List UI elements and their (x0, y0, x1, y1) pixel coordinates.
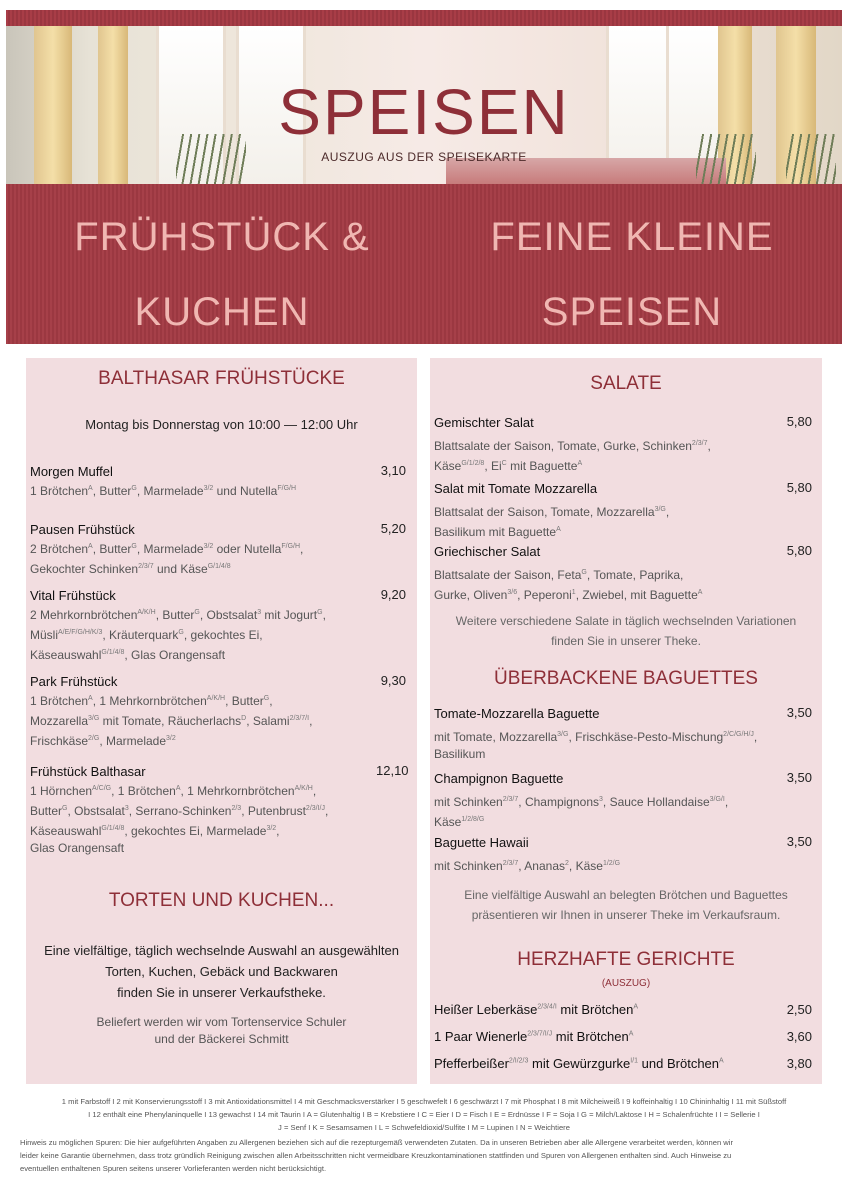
section-title-herzhaft: HERZHAFTE GERICHTE (517, 949, 735, 970)
menu-item (30, 521, 370, 578)
allergen-hint (20, 1136, 828, 1175)
left-panel (26, 358, 417, 1084)
menu-item (434, 705, 774, 763)
menu-item-description: mit Tomate, Mozzarella$^{3/G}$, Frischkäse-Pesto-Mischung$^{2/C/G/H/J}$, Basilikum (434, 730, 758, 761)
menu-item: Heißer Leberkäse$^{2/3/4/I}$ mit Brötchen$^A$ (434, 1002, 639, 1017)
menu-item-price: 9,20 (380, 587, 406, 602)
text-line: 1 mit Farbstoff I 2 mit Konservierungsstoff I 3 mit Antioxidationsmittel I 4 mit Geschmacksverstärker I 5 geschwefelt I 6 geschwärzt I 7 mit Phosphat I 8 mit Milcheiweiß I 9 koffeinhaltig I 10 Chininhaltig I 11 mit Süßstoff (61, 1097, 787, 1106)
menu-item-name: Tomate-Mozzarella Baguette (434, 706, 600, 721)
menu-item (30, 673, 370, 750)
menu-item-price: 5,80 (786, 414, 812, 429)
menu-item-price: 3,50 (786, 834, 812, 849)
section-title-fruehstuecke: BALTHASAR FRÜHSTÜCKE (98, 368, 345, 389)
text-line: leider keine Garantie übernehmen, dass trotz gründlich Reinigung zwischen allen Arbeitsschritten nicht vermeidbare Kreuzkontaminationen stattfinden und Spuren von Allergenen enthalten sind. Auch Hinweise zu (20, 1151, 732, 1160)
category-banner (6, 184, 842, 344)
menu-item-name: Griechischer Salat (434, 544, 541, 559)
menu-item-name: Vital Frühstück (30, 588, 116, 603)
menu-item-price: 3,50 (786, 705, 812, 720)
menu-item-description: Blattsalat der Saison, Tomate, Mozzarella$^{3/G}$, Basilikum mit Baguette$^A$ (434, 505, 670, 539)
section-subtitle-auszug: (AUSZUG) (601, 978, 651, 989)
menu-item: 1 Paar Wienerle$^{2/3/7/I/J}$ mit Brötchen$^A$ (434, 1029, 634, 1044)
hero-header (6, 26, 842, 184)
menu-item (434, 834, 774, 875)
banner-left-line: KUCHEN (134, 290, 310, 334)
banner-right-line: FEINE KLEINE (490, 215, 774, 259)
text-line: Eine vielfältige, täglich wechselnde Auswahl an ausgewählten (44, 943, 399, 958)
menu-item: Pfefferbeißer$^{2/I/2/3}$ mit Gewürzgurke$^{I/1}$ und Brötchen$^A$ (434, 1056, 724, 1071)
text-line: finden Sie in unserer Verkaufstheke. (117, 985, 326, 1000)
menu-item-description: 2 Brötchen$^A$, Butter$^G$, Marmelade$^{3/2}$ oder Nutella$^{F/G/H}$, Gekochter Schinken$^{2/3/7}$ und Käse$^{G/1/4/8}$ (30, 542, 304, 576)
page-title: SPEISEN (278, 76, 570, 148)
top-stripe (6, 10, 842, 26)
opening-hours: Montag bis Donnerstag von 10:00 — 12:00 Uhr (85, 417, 358, 432)
menu-item-price: 3,80 (786, 1056, 812, 1071)
text-line: und der Bäckerei Schmitt (154, 1032, 289, 1046)
salad-note (430, 611, 822, 651)
text-line: J = Senf I K = Sesamsamen I L = Schwefeldioxid/Sulfite I M = Lupinen I N = Weichtiere (278, 1123, 570, 1132)
menu-item (30, 763, 370, 857)
torten-description (26, 940, 417, 1003)
menu-item-price: 3,50 (786, 770, 812, 785)
text-line: Hinweis zu möglichen Spuren: Die hier aufgeführten Angaben zu Allergenen beziehen sich auf die rezepturgemäß verwendeten Zutaten. Da in unseren Betrieben aber alle Allergene verarbeitet werden, können wir (20, 1138, 733, 1147)
menu-item (434, 480, 774, 541)
menu-item (434, 543, 774, 604)
menu-item-description: 2 Mehrkornbrötchen$^{A/K/H}$, Butter$^G$, Obstsalat$^3$ mit Jogurt$^G$, Müsli$^{A/E/F/G/H/K/3}$, Kräuterquark$^G$, gekochtes Ei, Käseauswahl$^{G/1/4/8}$, Glas Orangensaft (30, 608, 326, 662)
section-title-baguettes: ÜBERBACKENE BAGUETTES (494, 668, 758, 689)
page-subtitle: AUSZUG AUS DER SPEISEKARTE (321, 150, 527, 164)
banner-left-heading (22, 200, 422, 350)
section-title-salate: SALATE (590, 373, 662, 394)
menu-item-name: Pausen Frühstück (30, 522, 135, 537)
menu-item (434, 414, 774, 475)
text-line: Eine vielfältige Auswahl an belegten Brötchen und Baguettes (464, 888, 788, 902)
menu-item-description: 1 Hörnchen$^{A/C/G}$, 1 Brötchen$^A$, 1 Mehrkornbrötchen$^{A/K/H}$, Butter$^G$, Obstsalat$^3$, Serrano-Schinken$^{2/3}$, Putenbrust$^{2/3/I/J}$, Käseauswahl$^{G/1/4/8}$, gekochtes Ei, Marmelade$^{3/2}$, Glas Orangensaft (30, 784, 329, 855)
menu-item-name: Park Frühstück (30, 674, 118, 689)
menu-item-description: Blattsalate der Saison, Tomate, Gurke, Schinken$^{2/3/7}$, Käse$^{G/1/2/8}$, $Ei^C$ mit Baguette$^A$ (434, 439, 711, 473)
menu-item-name: Frühstück Balthasar (30, 764, 146, 779)
menu-item (30, 587, 370, 664)
menu-item-name: Gemischter Salat (434, 415, 534, 430)
menu-item-price: 2,50 (786, 1002, 812, 1017)
menu-item-price: 9,30 (380, 673, 406, 688)
menu-item-price: 12,10 (376, 763, 409, 778)
banner-right-line: SPEISEN (541, 290, 723, 334)
right-panel (430, 358, 822, 1084)
banner-left-line: FRÜHSTÜCK & (74, 215, 370, 259)
menu-item-name: Baguette Hawaii (434, 835, 529, 850)
text-line: Beliefert werden wir vom Tortenservice Schuler (96, 1015, 347, 1029)
menu-item-name: Morgen Muffel (30, 464, 113, 479)
menu-item-description: mit Schinken$^{2/3/7}$, Ananas$^2$, Käse$^{1/2/G}$ (434, 859, 621, 873)
menu-item-price: 5,20 (380, 521, 406, 536)
torten-supplier (26, 1014, 417, 1048)
text-line: I 12 enthält eine Phenylaninquelle I 13 gewachst I 14 mit Taurin I A = Glutenhaltig I B = Krebstiere I C = Eier I D = Fisch I E = Erdnüsse I F = Soja I G = Milch/Laktose I H = Schalenfrüchte I I = Sellerie I (88, 1110, 760, 1119)
text-line: Torten, Kuchen, Gebäck und Backwaren (105, 964, 338, 979)
menu-item-price: 5,80 (786, 543, 812, 558)
text-line: Weitere verschiedene Salate in täglich wechselnden Variationen (455, 614, 797, 628)
menu-item-price: 3,10 (380, 463, 406, 478)
banner-right-heading (432, 200, 832, 350)
menu-item-description: 1 Brötchen$^A$, 1 Mehrkornbrötchen$^{A/K/H}$, Butter$^G$, Mozzarella$^{3/G}$ mit Tomate, Räucherlachs$^D$, Salami$^{2/3/7/I}$, Frischkäse$^{2/G}$, Marmelade$^{3/2}$ (30, 694, 313, 748)
menu-item (434, 770, 774, 831)
menu-item (30, 463, 370, 500)
menu-item-description: Blattsalate der Saison, Feta$^G$, Tomate, Paprika, Gurke, Oliven$^{3/6}$, Peperoni$^1$, Zwiebel, mit Baguette$^A$ (434, 568, 703, 602)
menu-item-description: 1 Brötchen$^A$, Butter$^G$, Marmelade$^{3/2}$ und Nutella$^{F/G/H}$ (30, 484, 297, 498)
menu-item-price: 3,60 (786, 1029, 812, 1044)
additives-legend (20, 1095, 828, 1134)
menu-item-name: Champignon Baguette (434, 771, 564, 786)
baguette-note (430, 885, 822, 925)
menu-item-name: Salat mit Tomate Mozzarella (434, 481, 598, 496)
text-line: eventuellen enthaltenen Spuren seitens unserer Vorlieferanten werden nicht berücksichtigt. (20, 1164, 327, 1173)
menu-item-price: 5,80 (786, 480, 812, 495)
text-line: präsentieren wir Ihnen in unserer Theke im Verkaufsraum. (471, 908, 781, 922)
text-line: finden Sie in unserer Theke. (551, 634, 701, 648)
section-title-torten: TORTEN UND KUCHEN... (108, 890, 335, 911)
menu-item-description: mit Schinken$^{2/3/7}$, Champignons$^3$, Sauce Hollandaise$^{3/G/I}$, Käse$^{1/2/8/G}$ (434, 795, 729, 829)
